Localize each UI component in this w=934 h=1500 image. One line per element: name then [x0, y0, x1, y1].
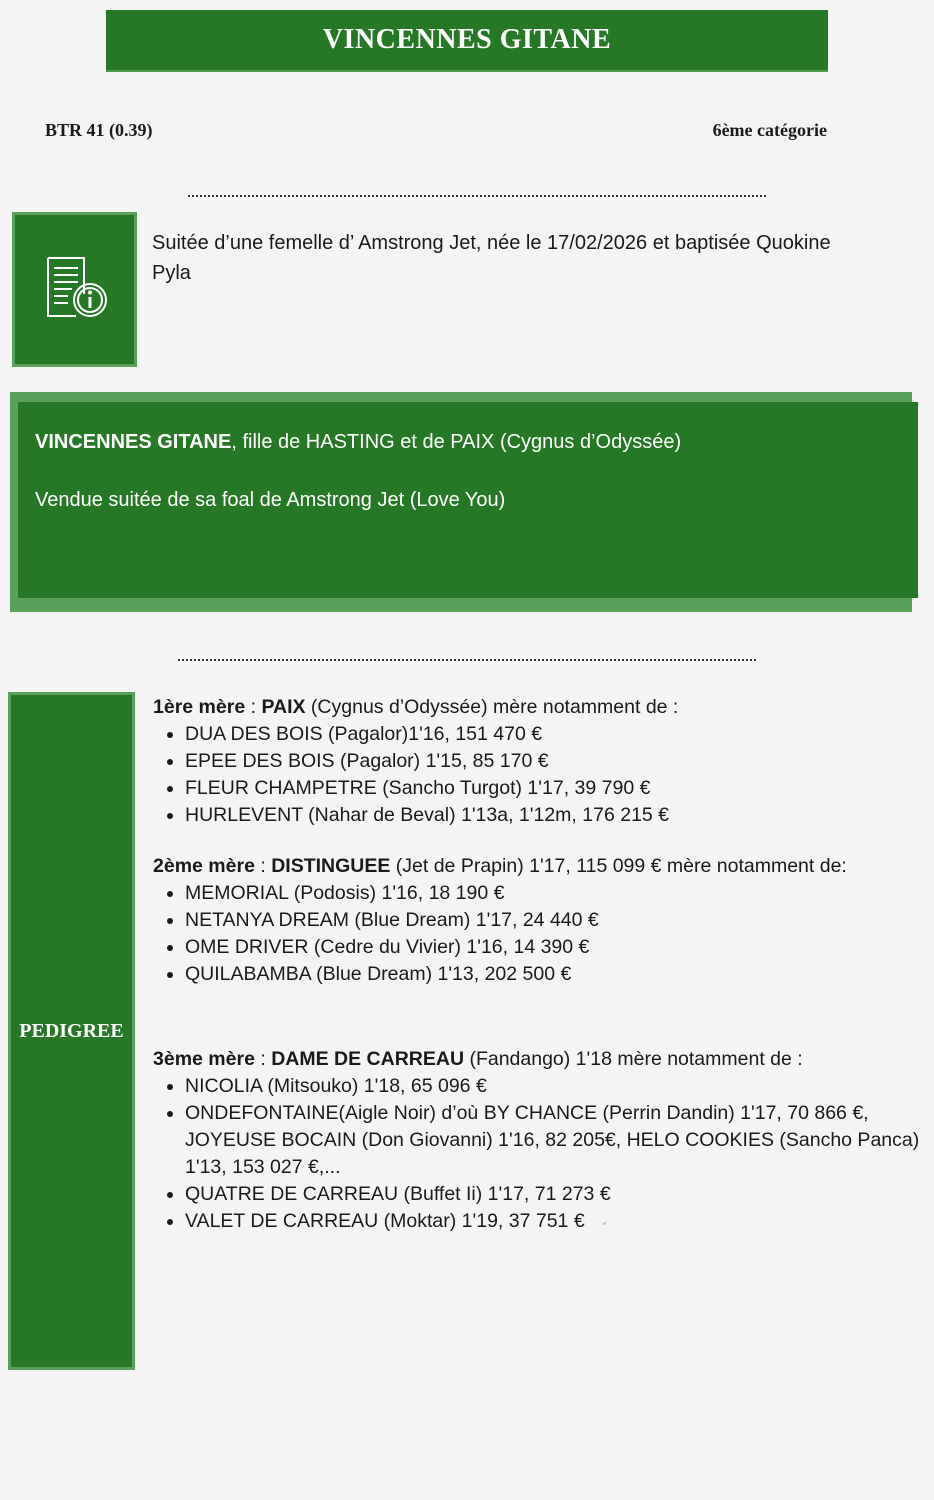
list-item: • HURLEVENT (Nahar de Beval) 1'13a, 1'12m, 176 215 €	[185, 802, 923, 829]
mother-heading	[153, 1046, 923, 1073]
title-banner	[106, 10, 828, 72]
list-item: • ONDEFONTAINE(Aigle Noir) d’où BY CHANCE (Perrin Dandin) 1'17, 70 866 €, JOYEUSE BOCAIN (Don Giovanni) 1'16, 82 205€, HELO COOKIES (Sancho Panca) 1'13, 153 027 €,...	[185, 1100, 923, 1181]
separator: :	[245, 696, 262, 718]
pedigree-label: PEDIGREE	[19, 1019, 124, 1042]
mother-details: (Fandango) 1'18 mère notamment de :	[464, 1048, 803, 1070]
pedigree-label-box	[8, 692, 135, 1370]
mother-name: PAIX	[261, 696, 306, 718]
mother-details: (Jet de Prapin) 1'17, 115 099 € mère notamment de:	[390, 855, 847, 877]
summary-text	[35, 428, 681, 544]
offspring-list	[153, 1073, 923, 1235]
list-item: • DUA DES BOIS (Pagalor)1'16, 151 470 €	[185, 721, 923, 748]
summary-line-2: Vendue suitée de sa foal de Amstrong Jet (Love You)	[35, 489, 506, 511]
page-title: VINCENNES GITANE	[322, 24, 612, 55]
offspring-list	[153, 880, 923, 988]
pedigree-content	[153, 694, 923, 1235]
btr-rating: BTR 41 (0.39)	[45, 120, 153, 140]
list-item: • NETANYA DREAM (Blue Dream) 1'17, 24 440 €	[185, 907, 923, 934]
separator: :	[254, 1048, 272, 1070]
mother-heading	[153, 853, 923, 880]
mother-name: DAME DE CARREAU	[271, 1048, 465, 1070]
list-item: • OME DRIVER (Cedre du Vivier) 1'16, 14 390 €	[185, 934, 923, 961]
dotted-divider	[178, 659, 756, 661]
horse-name: VINCENNES GITANE	[35, 431, 232, 453]
list-item: • FLEUR CHAMPETRE (Sancho Turgot) 1'17, 39 790 €	[185, 775, 923, 802]
mother-rank: 2ème mère	[153, 855, 255, 877]
mother-rank: 1ère mère	[153, 696, 246, 718]
info-icon-box	[12, 212, 137, 367]
summary-line-1	[35, 428, 681, 456]
list-item: • QUATRE DE CARREAU (Buffet Ii) 1'17, 71 273 €	[185, 1181, 923, 1208]
mother-rank: 3ème mère	[153, 1048, 255, 1070]
mother-heading	[153, 694, 923, 721]
list-item: • VALET DE CARREAU (Moktar) 1'19, 37 751 €	[185, 1208, 923, 1235]
mother-details: (Cygnus d’Odyssée) mère notamment de :	[305, 696, 679, 718]
foal-info-text: Suitée d’une femelle d’ Amstrong Jet, née le 17/02/2026 et baptisée Quokine Pyla	[152, 232, 831, 284]
document-info-icon	[42, 254, 108, 325]
dotted-divider	[188, 195, 766, 197]
stray-dot	[603, 1222, 606, 1225]
list-item: • MEMORIAL (Podosis) 1'16, 18 190 €	[185, 880, 923, 907]
category-label: 6ème catégorie	[712, 120, 827, 140]
list-item: • EPEE DES BOIS (Pagalor) 1'15, 85 170 €	[185, 748, 923, 775]
list-item: • NICOLIA (Mitsouko) 1'18, 65 096 €	[185, 1073, 923, 1100]
mother-name: DISTINGUEE	[271, 855, 391, 877]
offspring-list	[153, 721, 923, 829]
horse-parents: , fille de HASTING et de PAIX (Cygnus d’Odyssée)	[231, 431, 682, 453]
separator: :	[254, 855, 272, 877]
list-item: • QUILABAMBA (Blue Dream) 1'13, 202 500 €	[185, 961, 923, 988]
